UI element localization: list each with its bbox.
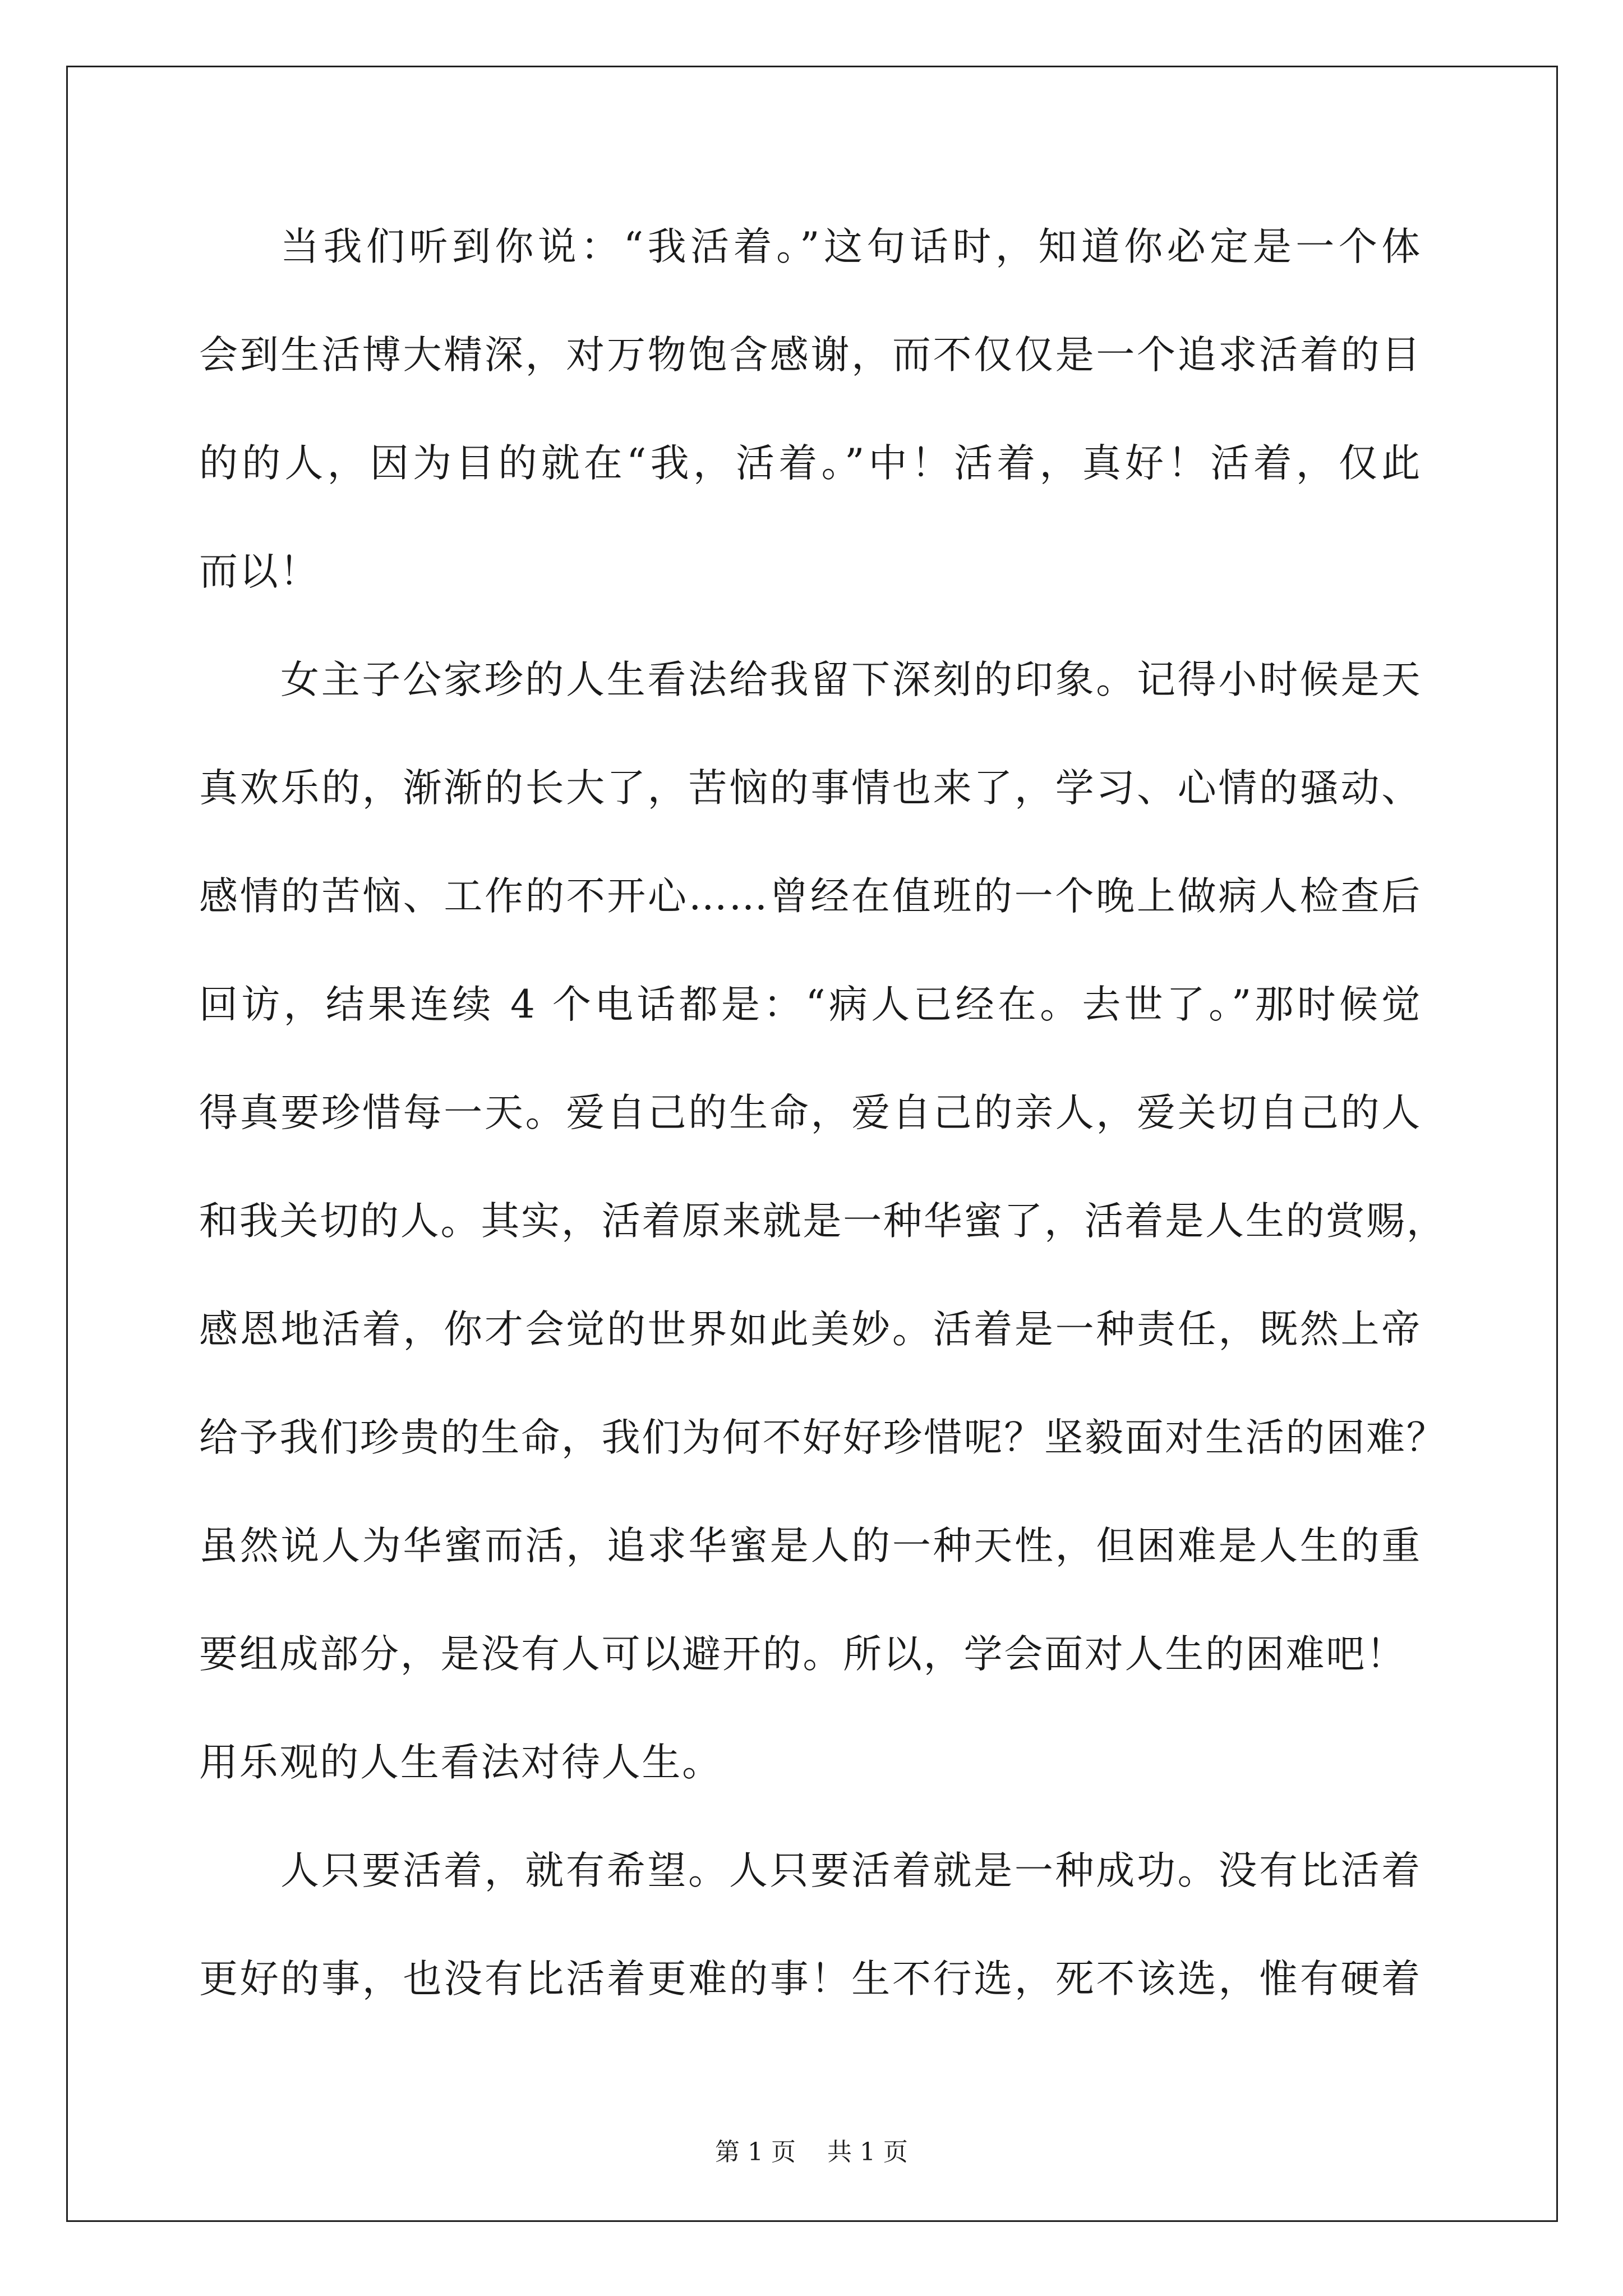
page-number-footer: 第 1 页 共 1 页 <box>715 2138 908 2166</box>
document-body <box>199 216 1447 2056</box>
text-line: 当我们听到你说：“我活着。”这句话时，知道你必定是一个体 <box>280 224 1422 269</box>
text-line: 虽然说人为华蜜而活，追求华蜜是人的一种天性，但困难是人生的重 <box>199 1524 1422 1568</box>
paragraph-3 <box>199 1840 1422 2056</box>
text-line: 感情的苦恼、工作的不开心……曾经在值班的一个晚上做病人检查后 <box>199 874 1422 919</box>
text-line: 而以！ <box>199 549 320 594</box>
text-line: 人只要活着，就有希望。人只要活着就是一种成功。没有比活着 <box>280 1848 1422 1893</box>
text-line: 要组成部分，是没有人可以避开的。所以，学会面对人生的困难吧！ <box>199 1632 1407 1677</box>
text-line: 得真要珍惜每一天。爱自己的生命，爱自己的亲人，爱关切自己的人 <box>199 1091 1422 1135</box>
text-line: 回访，结果连续 4 个电话都是：“病人已经在。去世了。”那时候觉 <box>199 982 1422 1027</box>
text-line: 用乐观的人生看法对待人生。 <box>199 1740 722 1785</box>
paragraph-2 <box>199 649 1447 1840</box>
text-line: 的的人，因为目的就在“我，活着。”中！活着，真好！活着，仅此 <box>199 441 1422 486</box>
text-line: 更好的事，也没有比活着更难的事！生不行选，死不该选，惟有硬着 <box>199 1957 1422 2001</box>
paragraph-1 <box>199 216 1422 649</box>
text-line: 给予我们珍贵的生命，我们为何不好好珍惜呢？坚毅面对生活的困难？ <box>199 1415 1447 1460</box>
text-line: 真欢乐的，渐渐的长大了，苦恼的事情也来了，学习、心情的骚动、 <box>199 766 1422 811</box>
text-line: 和我关切的人。其实，活着原来就是一种华蜜了，活着是人生的赏赐， <box>199 1199 1447 1244</box>
text-line: 女主子公家珍的人生看法给我留下深刻的印象。记得小时候是天 <box>280 657 1422 702</box>
text-line: 感恩地活着，你才会觉的世界如此美妙。活着是一种责任，既然上帝 <box>199 1307 1422 1352</box>
text-line: 会到生活博大精深，对万物饱含感谢，而不仅仅是一个追求活着的目 <box>199 333 1422 378</box>
